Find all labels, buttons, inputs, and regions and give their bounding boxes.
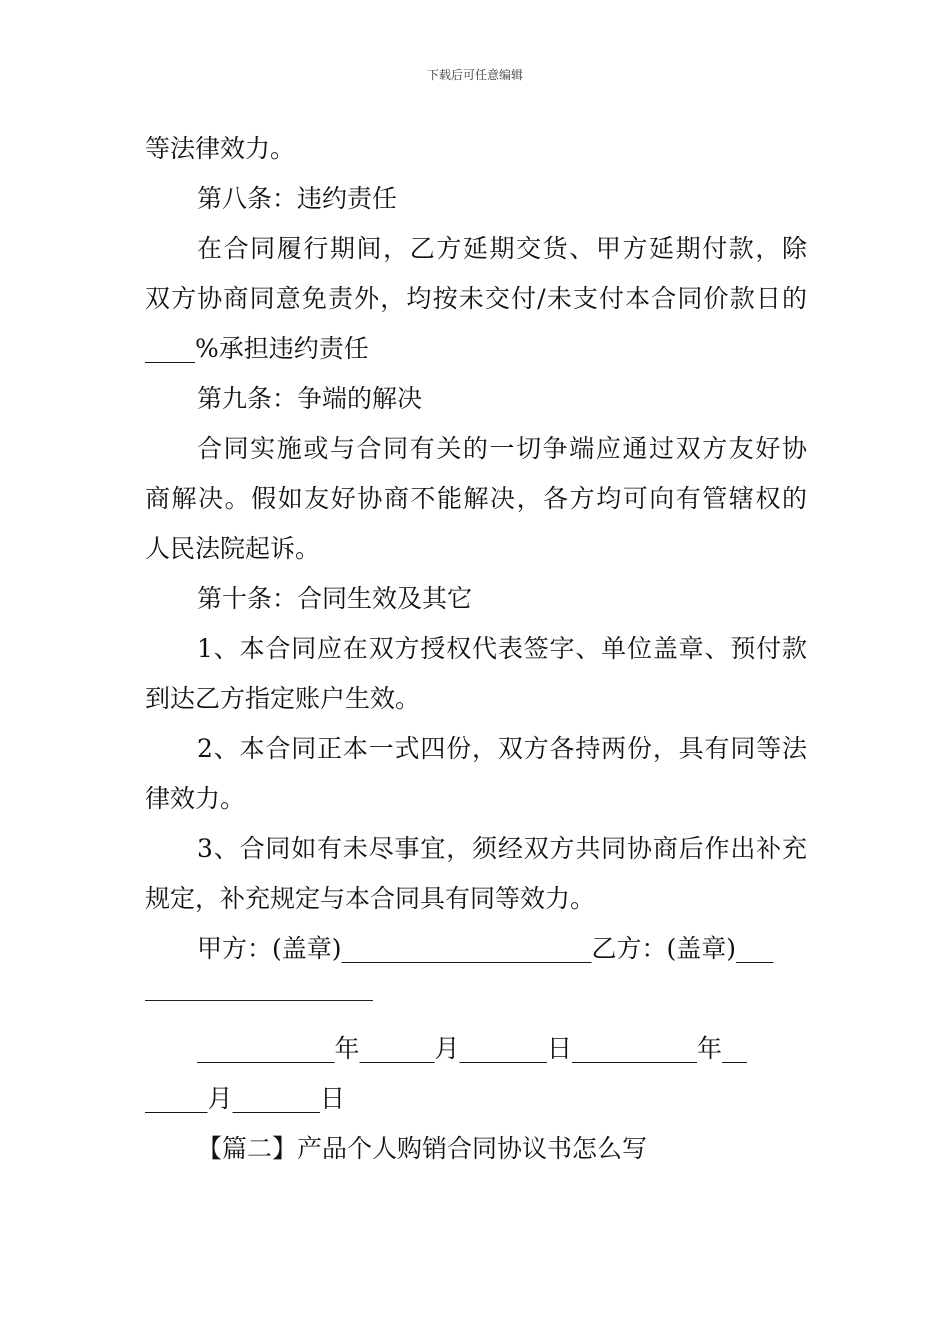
clause-2-line: 2、本合同正本一式四份，双方各持两份，具有同等法 (197, 734, 807, 763)
clause-3-line: 3、合同如有未尽事宜，须经双方共同协商后作出补充 (197, 834, 807, 863)
paragraph-line: 合同实施或与合同有关的一切争端应通过双方友好协 (197, 434, 807, 463)
paragraph-line: 人民法院起诉。 (145, 534, 321, 563)
document-body (145, 124, 807, 1174)
signature-underline (145, 1000, 373, 1001)
signature-line: 甲方：(盖章)____________________乙方：(盖章)___ (197, 934, 774, 963)
paragraph-line: ____%承担违约责任 (145, 334, 369, 363)
next-section-title: 【篇二】产品个人购销合同协议书怎么写 (197, 1134, 648, 1163)
clause-1-line: 到达乙方指定账户生效。 (145, 684, 421, 713)
paragraph-line: 商解决。假如友好协商不能解决，各方均可向有管辖权的 (145, 484, 807, 513)
date-line: _____月_______日 (145, 1084, 346, 1113)
paragraph-line: 等法律效力。 (145, 134, 296, 163)
article-9-heading: 第九条：争端的解决 (197, 384, 423, 413)
page-header: 下载后可任意编辑 (426, 68, 523, 82)
paragraph-line: 在合同履行期间，乙方延期交货、甲方延期付款，除 (197, 234, 807, 263)
date-line: ___________年______月_______日__________年__ (197, 1034, 748, 1063)
article-8-heading: 第八条：违约责任 (197, 184, 398, 213)
signature-blank (145, 974, 807, 1024)
clause-2-line: 律效力。 (145, 784, 246, 813)
clause-1-line: 1、本合同应在双方授权代表签字、单位盖章、预付款 (197, 634, 807, 663)
paragraph-line: 双方协商同意免责外，均按未交付/未支付本合同价款日的 (145, 284, 807, 313)
clause-3-line: 规定，补充规定与本合同具有同等效力。 (145, 884, 596, 913)
article-10-heading: 第十条：合同生效及其它 (197, 584, 473, 613)
